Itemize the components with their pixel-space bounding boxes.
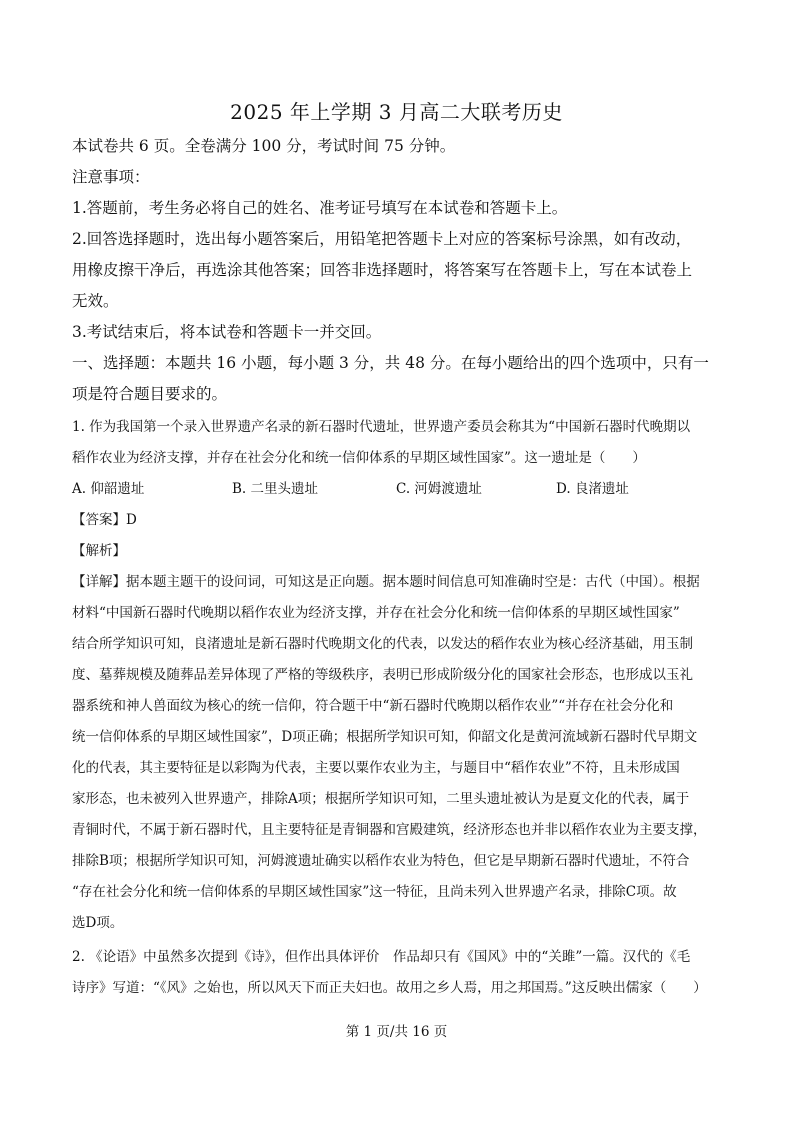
intro-line: 本试卷共 6 页。全卷满分 100 分，考试时间 75 分钟。 xyxy=(72,137,456,155)
q1-detail-line: 度、墓葬规模及随葬品差异体现了严格的等级秩序，表明已形成阶级分化的国家社会形态，也形成以玉礼 xyxy=(72,667,693,683)
section-heading-line-1: 一、选择题：本题共 16 小题，每小题 3 分，共 48 分。在每小题给出的四个选项中，只有一 xyxy=(72,354,709,372)
q1-option-d: D. 良渚遗址 xyxy=(556,481,629,497)
q1-detail-line: 青铜时代，不属于新石器时代，且主要特征是青铜器和宫殿建筑，经济形态也并非以稻作农业为主要支撑， xyxy=(72,822,707,838)
question-2 xyxy=(72,942,724,1004)
q1-stem-line-1: 1. 作为我国第一个录入世界遗产名录的新石器时代遗址，世界遗产委员会称其为“中国新石器时代晚期以 xyxy=(72,419,691,435)
q1-options xyxy=(72,474,724,505)
q1-detail-line: 器系统和神人兽面纹为核心的统一信仰，符合题干中“新石器时代晚期以稻作农业”“并存在社会分化和 xyxy=(72,698,674,714)
notice-item-2-line-1: 2.回答选择题时，选出每小题答案后，用铅笔把答题卡上对应的答案标号涂黑，如有改动， xyxy=(72,230,692,248)
q1-detail-line: “存在社会分化和统一信仰体系的早期区域性国家”这一特征，且尚未列入世界遗产名录，排除C项。故 xyxy=(72,884,677,900)
q2-stem-line-2: 诗序》写道：“《风》之始也，所以风天下而正夫妇也。故用之乡人焉，用之邦国焉。”这反映出儒家（ ） xyxy=(72,980,707,996)
q1-detail-line: 选D项。 xyxy=(72,915,124,931)
q1-option-b: B. 二里头遗址 xyxy=(232,481,319,497)
notice-item-2-line-3: 无效。 xyxy=(72,292,119,310)
notice-item-2-line-2: 用橡皮擦干净后，再选涂其他答案；回答非选择题时，将答案写在答题卡上，写在本试卷上 xyxy=(72,261,693,279)
q1-detail-line: 【详解】据本题主题干的设问词，可知这是正向题。据本题时间信息可知准确时空是：古代（中国）。根据 xyxy=(72,574,700,590)
exam-intro xyxy=(72,131,724,410)
q1-answer: 【答案】D xyxy=(72,512,137,528)
page-title: 2025 年上学期 3 月高二大联考历史 xyxy=(230,100,563,124)
q1-option-c: C. 河姆渡遗址 xyxy=(396,481,482,497)
q2-stem-line-1: 2. 《论语》中虽然多次提到《诗》，但作出具体评价 作品却只有《国风》中的“关雎”一篇。汉代的《毛 xyxy=(72,949,691,965)
question-1 xyxy=(72,412,724,939)
q1-detail-line: 排除B项；根据所学知识可知，河姆渡遗址确实以稻作农业为特色，但它是早期新石器时代遗址，不符合 xyxy=(72,853,690,869)
page-footer: 第 1 页/共 16 页 xyxy=(345,1024,448,1040)
q1-detail-line: 统一信仰体系的早期区域性国家”，D项正确；根据所学知识可知，仰韶文化是黄河流域新石器时代早期文 xyxy=(72,729,698,745)
q1-analysis-heading: 【解析】 xyxy=(72,543,126,559)
notice-item-3: 3.考试结束后，将本试卷和答题卡一并交回。 xyxy=(72,323,382,341)
notice-heading: 注意事项： xyxy=(72,168,150,186)
notice-item-1: 1.答题前，考生务必将自己的姓名、准考证号填写在本试卷和答题卡上。 xyxy=(72,199,568,217)
q1-stem-line-2: 稻作农业为经济支撑，并存在社会分化和统一信仰体系的早期区域性国家”。这一遗址是（ ） xyxy=(72,450,646,466)
q1-detail-line: 家形态，也未被列入世界遗产，排除A项；根据所学知识可知，二里头遗址被认为是夏文化的代表，属于 xyxy=(72,791,690,807)
q1-detail-line: 结合所学知识可知，良渚遗址是新石器时代晚期文化的代表，以发达的稻作农业为核心经济基础，用玉制 xyxy=(72,636,693,652)
q1-detail-line: 材料“中国新石器时代晚期以稻作农业为经济支撑，并存在社会分化和统一信仰体系的早期区域性国家” xyxy=(72,605,680,621)
q1-option-a: A. 仰韶遗址 xyxy=(72,481,145,497)
section-heading-line-2: 项是符合题目要求的。 xyxy=(72,385,228,403)
q1-detail-line: 化的代表，其主要特征是以彩陶为代表，主要以粟作农业为主，与题目中“稻作农业”不符，且未形成国 xyxy=(72,760,680,776)
